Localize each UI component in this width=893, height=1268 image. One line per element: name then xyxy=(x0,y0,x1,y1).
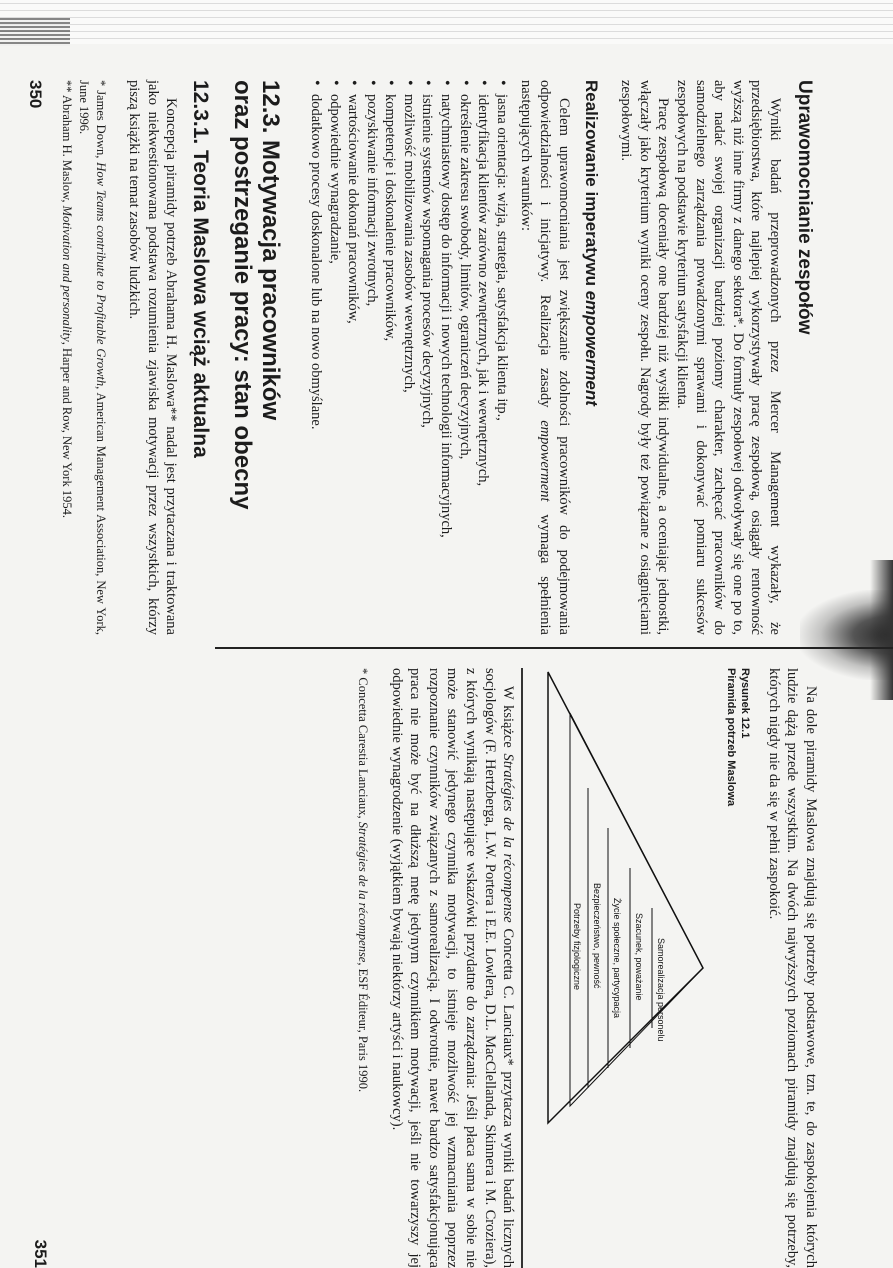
paragraph: Wyniki badań przeprowadzonych przez Mercer Management wykazały, że przedsiębiorstwa, które najlepiej wykorzystywały pracę zespołową, osiągały rentowność wyższą niż inne firmy z danego sektora*. Do formuły zespołowej odwoływały się one po to, aby nadać swojej organizacji bardziej poziomy charakter, zachęcać pracowników do samodzielnego zarządzania prowadzonymi sprawami i dokonywać pomiaru sukcesów zespołowych na podstawie kryterium satysfakcji klienta. xyxy=(674,80,783,635)
left-page xyxy=(15,80,815,635)
paragraph: Pracę zespołową doceniały one bardziej niż wysiłki indywidualne, a oceniając jednostki, włączały jako kryterium wyniki oceny zespołu. Nagrody były też powiązane z osiągnięciami zespołowymi. xyxy=(618,80,672,635)
text-span: W książce xyxy=(500,686,517,754)
footnote xyxy=(58,80,75,635)
text-span: wymaga spełnienia następujących warunków: xyxy=(518,80,554,635)
maslow-pyramid xyxy=(533,668,718,1258)
list-item: • możliwość mobilizowania zasobów wewnętrznych, xyxy=(399,80,418,635)
chapter-heading xyxy=(228,80,284,635)
level-label: Samorealizacja personelu xyxy=(656,938,667,1042)
pyramid-inner-outline xyxy=(570,713,703,1106)
section-title-teams: Uprawomocnianie zespołów xyxy=(794,80,815,335)
list-item: • natychmiastowy dostęp do informacji i nowych technologii informacyjnych, xyxy=(437,80,456,635)
right-page xyxy=(20,668,820,1268)
text-span: Celem uprawomocniania jest zwiększanie zdolności pracowników do podejmowania odpowiedzialności i inicjatywy. Realizacja zasady xyxy=(537,80,572,635)
figure-caption xyxy=(724,668,752,1268)
footnote-title: Motivation and personality xyxy=(59,205,74,342)
section-title-empowerment xyxy=(581,80,601,635)
footnote-title: Stratégies de la récompense xyxy=(356,821,371,963)
paragraph: Koncepcja piramidy potrzeb Abrahama H. Maslowa** nadal jest przytaczana i traktowana jako niekwestionowana podstawa rozumienia zjawiska motywacji przez wszystkich, którzy piszą książki na temat zasobów ludzkich. xyxy=(126,80,180,635)
list-item: • odpowiednie wynagradzanie, xyxy=(325,80,344,635)
list-item: • kompetencje i doskonalenie pracowników, xyxy=(381,80,400,635)
footnotes xyxy=(354,668,371,1268)
page-edge-shadow xyxy=(870,560,893,700)
list-item: • wartościowanie dokonań pracowników, xyxy=(344,80,363,635)
figure-caption-text: Piramida potrzeb Maslowa xyxy=(725,668,738,807)
footnote-rest: , ESF Éditeur, Paris 1990. xyxy=(356,962,371,1093)
page-number: 351 xyxy=(31,1239,50,1268)
conditions-list xyxy=(306,80,511,635)
footnote-mark: * xyxy=(356,668,371,678)
chapter-heading-line: 12.3. Motywacja pracowników xyxy=(257,80,285,421)
footnote-author: Abraham H. Maslow, xyxy=(59,94,74,206)
text-span: Concetta C. Lanciaux* przytacza wyniki badań licznych socjologów (F. Hertzberga, L.W. Portera i E.E. Lowlera, D.L. MacClellanda, Skinnera i M. Croziera), z których wynikają następujące wskazówki przydatne do zarządzania: Jeśli płaca sama w sobie nie może stanowić jedynego czynnika motywacji, to istnieje możliwość jej wzmacniania poprzez rozpoznanie czynników związanych z samorealizacją. I odwrotnie, nawet bardzo satysfakcjonująca praca nie może być na dłuższą metę jedynym czynnikiem motywacji, jeśli nie towarzyszy jej odpowiednie wynagrodzenie (wyjątkiem bywają niektórzy artyści i naukowcy). xyxy=(388,668,517,1268)
level-label: Szacunek, poważanie xyxy=(634,913,645,1001)
paragraph: Na dole piramidy Maslowa znajdują się potrzeby podstawowe, tzn. te, do zaspokojenia których ludzie dążą przede wszystkim. Na dwóch najwyższych poziomach piramidy znajdują się potrzeby, których nigdy nie da się w pełni zaspokoić. xyxy=(765,668,819,1268)
list-item: • pozyskiwanie informacji zwrotnych, xyxy=(362,80,381,635)
subchapter-heading: 12.3.1. Teoria Maslowa wciąż aktualna xyxy=(189,80,213,458)
paragraph xyxy=(387,668,517,1268)
paragraph xyxy=(517,80,573,635)
scan-artifact-corner xyxy=(0,18,70,46)
italic-term: empowerment xyxy=(537,420,554,502)
level-label: Życie społeczne, partycypacja xyxy=(612,898,623,1019)
level-label: Potrzeby fizjologiczne xyxy=(572,903,583,991)
level-label: Bezpieczeństwo, pewność xyxy=(592,883,603,989)
pyramid-outline xyxy=(548,672,703,1123)
footnote-rest: , American Management Association, New York, June 1996. xyxy=(76,80,108,635)
list-item: • jasna orientacja: wizja, strategia, satysfakcja klienta itp., xyxy=(492,80,511,635)
footnote-mark: ** xyxy=(59,80,74,95)
chapter-heading-line: oraz postrzeganie pracy: stan obecny xyxy=(229,80,257,510)
list-item: • określenie zakresu swobody, limitów, ograniczeń decyzyjnych, xyxy=(455,80,474,635)
footnotes xyxy=(58,80,109,635)
footnote-author: Concetta Carestia Lanciaux, xyxy=(356,677,371,822)
page-divider xyxy=(215,647,893,649)
footnote-title: How Teams contribute to Profitable Growth xyxy=(93,162,108,387)
page-number: 350 xyxy=(26,80,45,109)
scan-artifact-top xyxy=(0,0,893,44)
italic-title: Stratégies de la récompense xyxy=(500,753,517,923)
section-title-text: Realizowanie imperatywu xyxy=(581,80,601,291)
list-item: • istnienie systemów wspomagania procesów decyzyjnych, xyxy=(418,80,437,635)
footnote-author: James Down, xyxy=(93,90,108,163)
list-item: • dodatkowo procesy doskonalone lub na nowo obmyślane. xyxy=(306,80,325,635)
list-item: • identyfikacja klientów zarówno zewnętrznych, jak i wewnętrznych, xyxy=(474,80,493,635)
footnote-mark: * xyxy=(93,80,108,91)
figure-label: Rysunek 12.1 xyxy=(739,668,752,739)
figure-bottom-rule xyxy=(521,668,523,1268)
footnote-rest: , Harper and Row, New York 1954. xyxy=(59,341,74,518)
section-title-italic: empowerment xyxy=(581,290,601,406)
footnote xyxy=(354,668,371,1268)
footnote xyxy=(75,80,109,635)
